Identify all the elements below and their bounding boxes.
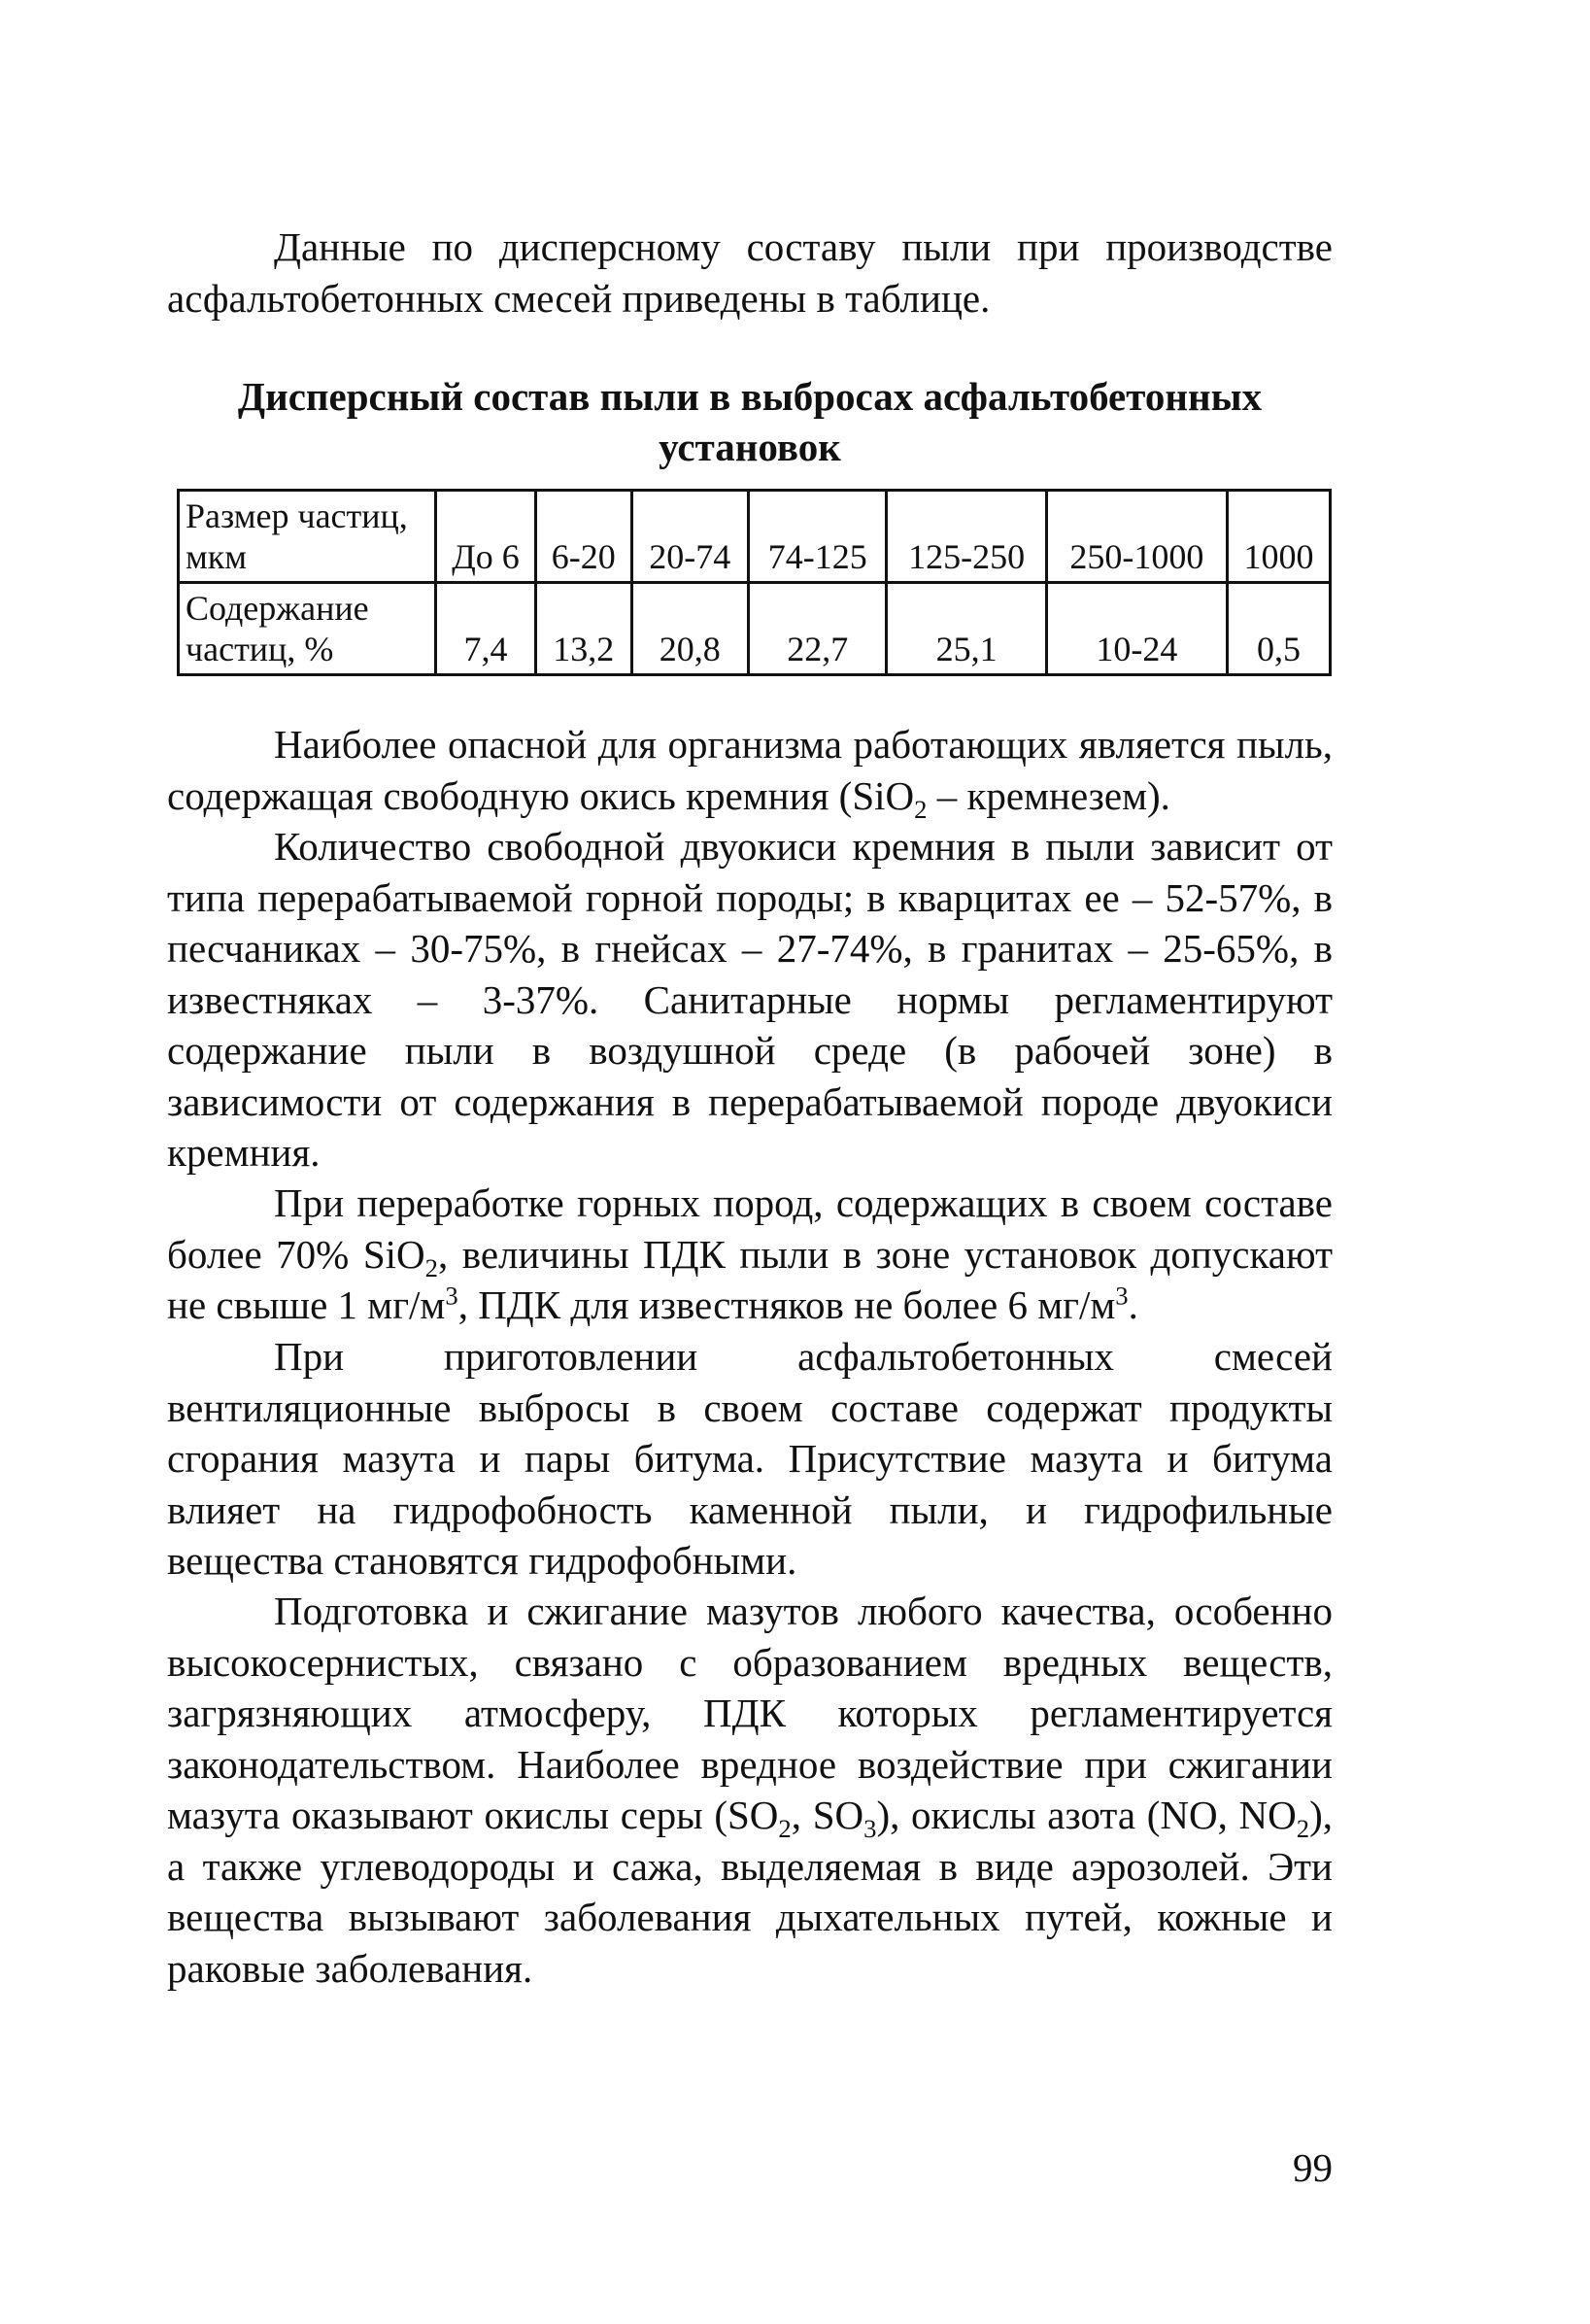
text-run: Подготовка и сжигание мазутов любого качества, особенно высокосернистых, связано с образованием вредных веществ, загрязняющих атмосферу, ПДК которых регламентируется законодательством. Наиболее вредное воздействие при сжигании мазута оказывают окислы серы (SO [167, 1589, 1333, 1837]
text-run: , величины ПДК пыли в зоне установок допускают не свыше 1 мг/м [167, 1231, 1333, 1327]
table-cell: 1000 [1228, 491, 1331, 583]
table-cell: 22,7 [749, 583, 887, 675]
table-cell: 25,1 [887, 583, 1046, 675]
table-row [179, 491, 1331, 583]
text-run: Наиболее опасной для организма работающих является пыль, содержащая свободную окись кремния (SiO [167, 722, 1333, 818]
subscript: 2 [914, 794, 928, 824]
table-cell: 10-24 [1046, 583, 1227, 675]
table-title: Дисперсный состав пыли в выбросах асфальтобетонных установок [237, 374, 1263, 469]
superscript: 3 [1115, 1281, 1129, 1311]
text-run: , ПДК для известняков не более 6 мг/м [457, 1282, 1116, 1327]
table-cell: 125-250 [887, 491, 1046, 583]
superscript: 3 [445, 1281, 458, 1311]
table-cell: 7,4 [436, 583, 536, 675]
row-header-size: Размер частиц, мкм [179, 491, 436, 583]
table-row [179, 583, 1331, 675]
subscript: 2 [424, 1252, 438, 1282]
paragraph-silica-content: Количество свободной двуокиси кремния в пыли зависит от типа перерабатываемой горной породы; в кварцитах ее – 52-57%, в песчаниках – 30-75%, в гнейсах – 27-74%, в гранитах – 25-65%, в известняках – 3-37%. Санитарные нормы регламентируют содержание пыли в воздушной среде (в рабочей зоне) в зависимости от содержания в перерабатываемой породе двуокиси кремния. [167, 824, 1333, 1175]
table-cell: 13,2 [535, 583, 631, 675]
paragraph-pdk-limits [167, 1178, 1333, 1331]
text-run: При переработке горных пород, содержащих в своем составе более 70% SiO [167, 1180, 1333, 1277]
table-cell: 20,8 [631, 583, 749, 675]
page-number: 99 [1293, 2145, 1333, 2190]
table-cell: 250-1000 [1046, 491, 1227, 583]
table-cell: 20-74 [631, 491, 749, 583]
paragraph-ventilation-emissions: При приготовлении асфальтобетонных смесей вентиляционные выбросы в своем составе содержат продукты сгорания мазута и пары битума. Присутствие мазута и битума влияет на гидрофобность каменной пыли, и гидрофильные вещества становятся гидрофобными. [167, 1334, 1333, 1583]
table-cell: 6-20 [535, 491, 631, 583]
table-cell: 74-125 [749, 491, 887, 583]
subscript: 3 [863, 1814, 877, 1844]
text-run: ), а также углеводороды и сажа, выделяемая в виде аэрозолей. Эти вещества вызывают заболевания дыхательных путей, кожные и раковые заболевания. [167, 1793, 1333, 1991]
text-run: ), окислы азота (NO, NO [876, 1793, 1297, 1837]
subscript: 2 [778, 1814, 792, 1844]
text-run: . [1128, 1282, 1138, 1327]
text-run: , SO [791, 1793, 864, 1837]
row-header-content: Содержание частиц, % [179, 583, 436, 675]
subscript: 2 [1296, 1814, 1310, 1844]
table-cell: До 6 [436, 491, 536, 583]
dust-composition-table [177, 489, 1332, 676]
intro-paragraph: Данные по дисперсному составу пыли при производстве асфальтобетонных смесей приведены в таблице. [167, 224, 1333, 321]
paragraph-fuel-oil-combustion [167, 1586, 1333, 1994]
table-cell: 0,5 [1228, 583, 1331, 675]
text-run: – кремнезем). [927, 772, 1170, 818]
paragraph-silica-danger [167, 719, 1333, 824]
